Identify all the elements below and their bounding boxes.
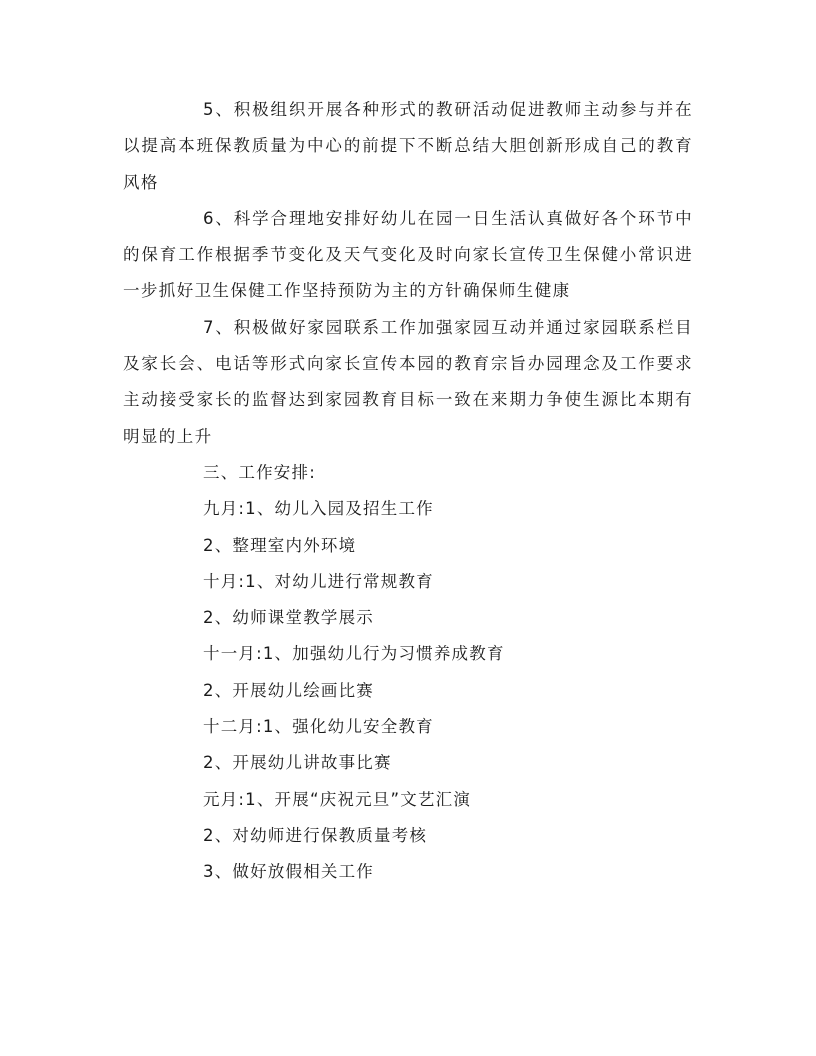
section-heading: 三、工作安排:: [203, 462, 316, 482]
schedule-item: 九月:1、幼儿入园及招生工作: [203, 499, 434, 519]
schedule-item: 2、开展幼儿绘画比赛: [203, 680, 374, 700]
paragraph-item-7: 7、积极做好家园联系工作加强家园互动并通过家园联系栏目及家长会、电话等形式向家长宣传本园的教育宗旨办园理念及工作要求主动接受家长的监督达到家园教育目标一致在来期力争使生源比本期有明显的上升: [123, 317, 693, 446]
paragraph-item-6: 6、科学合理地安排好幼儿在园一日生活认真做好各个环节中的保育工作根据季节变化及天气变化及时向家长宣传卫生保健小常识进一步抓好卫生保健工作坚持预防为主的方针确保师生健康: [123, 208, 693, 301]
schedule-item: 2、幼师课堂教学展示: [203, 608, 374, 628]
schedule-item: 3、做好放假相关工作: [203, 862, 374, 882]
document-body: [123, 92, 693, 891]
schedule-item: 2、整理室内外环境: [203, 535, 357, 555]
paragraph-item-5: 5、积极组织开展各种形式的教研活动促进教师主动参与并在以提高本班保教质量为中心的前提下不断总结大胆创新形成自己的教育风格: [123, 100, 693, 192]
schedule-item: 十一月:1、加强幼儿行为习惯养成教育: [203, 644, 505, 664]
schedule-item: 2、开展幼儿讲故事比赛: [203, 753, 392, 773]
schedule-item: 2、对幼师进行保教质量考核: [203, 825, 428, 845]
schedule-item: 十二月:1、强化幼儿安全教育: [203, 717, 434, 737]
schedule-item: 十月:1、对幼儿进行常规教育: [203, 571, 434, 591]
schedule-item: 元月:1、开展“庆祝元旦”文艺汇演: [203, 789, 472, 809]
